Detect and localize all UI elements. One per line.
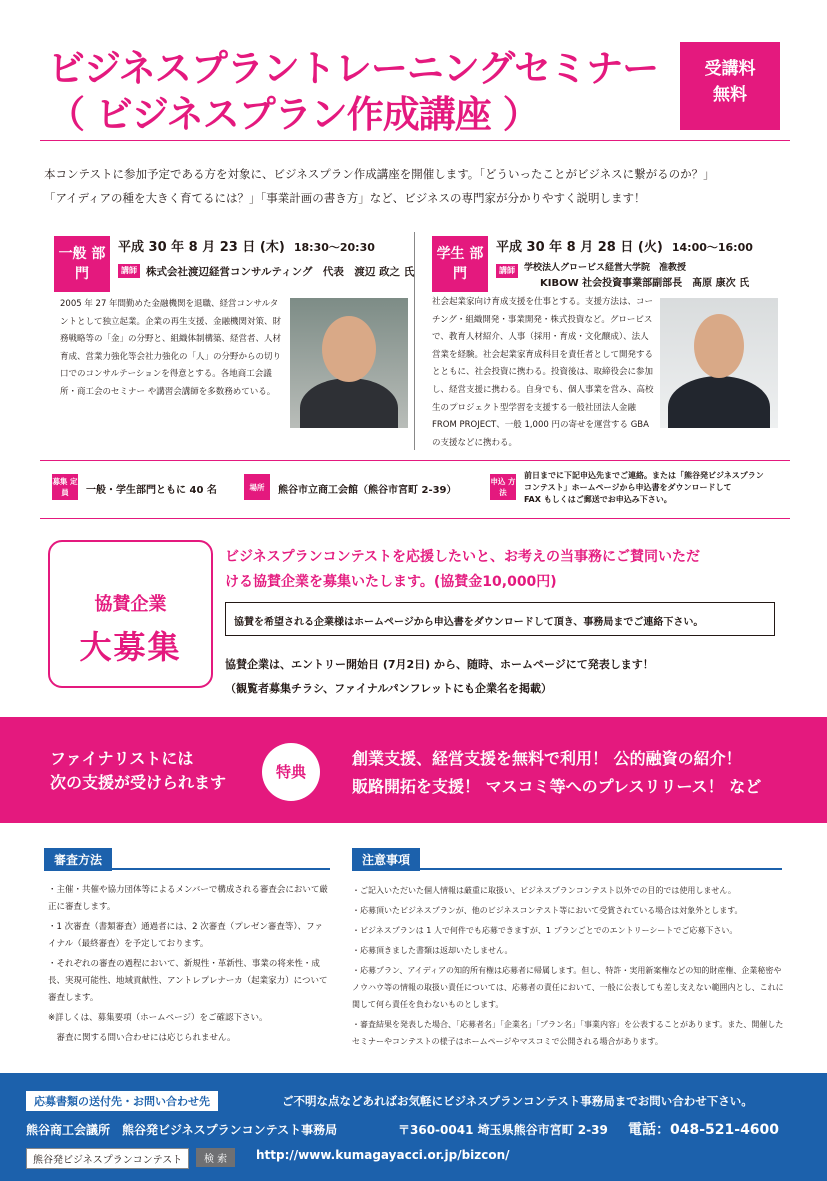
list-item: ・主催・共催や協力団体等によるメンバーで構成される審査会において厳正に審査します。 xyxy=(48,885,328,912)
list-item: ・応募頂きました書類は返却いたしません。 xyxy=(352,946,513,955)
review-section-line xyxy=(44,868,330,870)
student-lecturer-tag: 講師 xyxy=(496,264,518,278)
list-item: ・応募頂いたビジネスプランが、他のビジネスコンテスト等において受賞されている場合は対象外とします。 xyxy=(352,906,743,915)
notes-section-line xyxy=(352,868,782,870)
capacity-tag: 募集 定員 xyxy=(52,474,78,500)
search-box[interactable]: 熊谷発ビジネスプランコンテスト xyxy=(26,1148,189,1169)
band-left-text: ファイナリストには 次の支援が受けられます xyxy=(50,749,227,792)
student-speaker-line1: 学校法人グロービス経営大学院 准教授 xyxy=(524,263,687,273)
page-title-line2: （ ビジネスプラン作成講座 ） xyxy=(48,93,539,136)
list-item: ・ご記入いただいた個人情報は厳重に取扱い、ビジネスプランコンテスト以外での目的では使用しません。 xyxy=(352,886,736,895)
search-button[interactable]: 検 索 xyxy=(196,1148,235,1167)
student-bio: 社会起業家向け育成支援を仕事とする。支援方法は、コーチング・組織開発・事業開発・株式投資など。グロービスで、教育人材紹介、人事（採用・育成・文化醸成）、法人営業を経験。社会起業家育成科目を責任者として開発するとともに、社会投資に携わる。投資後は、取締役会に参加し、経営支援に携わる。自身でも、個人事業を営み、高校生のプロジェクト型学習を支援する一般社団法人金融 FROM PROJECT、一般 1,000 円の寄せを運営する GBA の支援などに携わる。 xyxy=(432,297,654,448)
student-speaker-photo xyxy=(660,298,778,428)
sponsor-recruit-frame xyxy=(48,540,213,688)
intro-line1: 本コンテストに参加予定である方を対象に、ビジネスプラン作成講座を開催します。「どういったことがビジネスに繋がるのか？」 xyxy=(44,167,715,181)
band-right-text: 創業支援、経営支援を無料で利用！ 公的融資の紹介！ 販路開拓を支援！ マスコミ等へのプレスリリース！ など xyxy=(352,749,762,796)
list-item: ・1 次審査（書類審査）通過者には、2 次審査（プレゼン審査等）、ファイナル（最終審査）を予定しております。 xyxy=(48,922,323,949)
free-badge xyxy=(680,42,780,130)
info-divider-top xyxy=(40,460,790,461)
list-item: ※詳しくは、募集要項（ホームページ）をご確認下さい。 xyxy=(48,1013,268,1023)
student-category-tag: 学生 部門 xyxy=(432,236,488,292)
list-item: ・それぞれの審査の過程において、新規性・革新性、事業の将来性・成長、実現可能性、地域貢献性、アントレプレナーカ（起業家力）について審査します。 xyxy=(48,959,328,1003)
benefit-badge: 特典 xyxy=(262,743,320,801)
sponsor-heading: ビジネスプランコンテストを応援したいと、お考えの当事務にご賛同いただ ける協賛企業を募集いたします。(協賛金10,000円) xyxy=(225,549,701,590)
footer-phone: 電話：048-521-4600 xyxy=(628,1122,780,1138)
intro-text xyxy=(44,162,804,210)
general-category-tag: 一般 部門 xyxy=(54,236,110,292)
info-divider-bottom xyxy=(40,518,790,519)
capacity-text: 一般・学生部門ともに 40 名 xyxy=(86,485,217,496)
venue-tag: 場所 xyxy=(244,474,270,500)
contact-tag: 応募書類の送付先・お問い合わせ先 xyxy=(26,1091,218,1111)
notes-section-title: 注意事項 xyxy=(352,848,420,871)
apply-text: 前日までに下記申込先までご連絡。または「熊谷発ビジネスプラン コンテスト」ホームページから申込書をダウンロードして FAX もしくはご郵送でお申込み下さい。 xyxy=(524,471,764,504)
free-badge-line2: 無料 xyxy=(713,85,747,105)
general-speaker-photo xyxy=(290,298,408,428)
general-speaker: 株式会社渡辺経営コンサルティング 代表 渡辺 政之 氏 xyxy=(146,266,415,278)
footer-organization: 熊谷商工会議所 熊谷発ビジネスプランコンテスト事務局 xyxy=(26,1123,338,1137)
contact-message: ご不明な点などあればお気軽にビジネスプランコンテスト事務局までお問い合わせ下さい。 xyxy=(282,1094,753,1108)
header-divider xyxy=(40,140,790,141)
review-section-title: 審査方法 xyxy=(44,848,112,871)
venue-text: 熊谷市立商工会館（熊谷市宮町 2-39） xyxy=(278,485,457,496)
free-badge-line1: 受講料 xyxy=(704,59,756,79)
column-divider xyxy=(414,232,415,450)
student-speaker-line2: KIBOW 社会投資事業部副部長 髙原 康次 氏 xyxy=(540,278,750,289)
sponsor-frame-line1: 協賛企業 xyxy=(94,594,167,615)
general-bio: 2005 年 27 年間勤めた金融機関を退職、経営コンサルタントとして独立起業。企業の再生支援、金融機関対策、財務戦略等の「金」の分野と、組織体制構築、経営者、人材育成、営業力強化等会社力強化の「人」の分野からの切り口でのコンサルテーションを得意とする。各地商工会議所・商工会のセミナー や講習会講師を多数務めている。 xyxy=(60,299,282,397)
list-item: 審査に関する問い合わせには応じられません。 xyxy=(48,1033,236,1043)
footer xyxy=(0,1073,827,1181)
website-link[interactable]: http://www.kumagayacci.or.jp/bizcon/ xyxy=(256,1148,510,1162)
review-list xyxy=(48,882,328,1050)
sponsor-application-box: 協賛を希望される企業様はホームページから申込書をダウンロードして頂き、事務局までご連絡下さい。 xyxy=(225,602,775,636)
intro-line2: 「アイディアの種を大きく育てるには？」「事業計画の書き方」など、ビジネスの専門家が分かりやすく説明します！ xyxy=(44,191,646,205)
list-item: ・応募プラン、アイディアの知的所有権は応募者に帰属します。但し、特許・実用新案権などの知的財産権、企業秘密やノウハウ等の情報の取扱い責任については、応募者の責任において、一般に公表しても差し支えない範囲内とし、これに関して何ら責任を負わないものとします。 xyxy=(352,966,784,1009)
sponsor-frame-line2: 大募集 xyxy=(79,628,182,666)
list-item: ・審査結果を発表した場合、「応募者名」「企業名」「プラン名」「事業内容」を公表することがあります。また、開催したセミナーやコンテストの様子はホームページやマスコミで公開される場合があります。 xyxy=(352,1020,784,1046)
footer-address: 〒360-0041 埼玉県熊谷市宮町 2-39 xyxy=(398,1123,608,1137)
apply-tag: 申込 方法 xyxy=(490,474,516,500)
notes-list xyxy=(352,882,784,1053)
list-item: ・ビジネスプランは 1 人で何件でも応募できますが、1 プランごとでのエントリーシートでご応募下さい。 xyxy=(352,926,738,935)
general-lecturer-tag: 講師 xyxy=(118,264,140,278)
sponsor-note1: 協賛企業は、エントリー開始日 (7月2日) から、随時、ホームページにて発表します！ xyxy=(225,658,654,671)
finalist-benefits-band xyxy=(0,717,827,823)
page-title-line1: ビジネスプラントレーニングセミナー xyxy=(48,47,659,90)
student-date: 平成 30 年 8 月 28 日 (火) 14:00～16:00 xyxy=(496,240,753,255)
general-date: 平成 30 年 8 月 23 日 (木) 18:30～20:30 xyxy=(118,240,375,255)
sponsor-note2: （観覧者募集チラシ、ファイナルパンフレットにも企業名を掲載） xyxy=(225,682,553,695)
